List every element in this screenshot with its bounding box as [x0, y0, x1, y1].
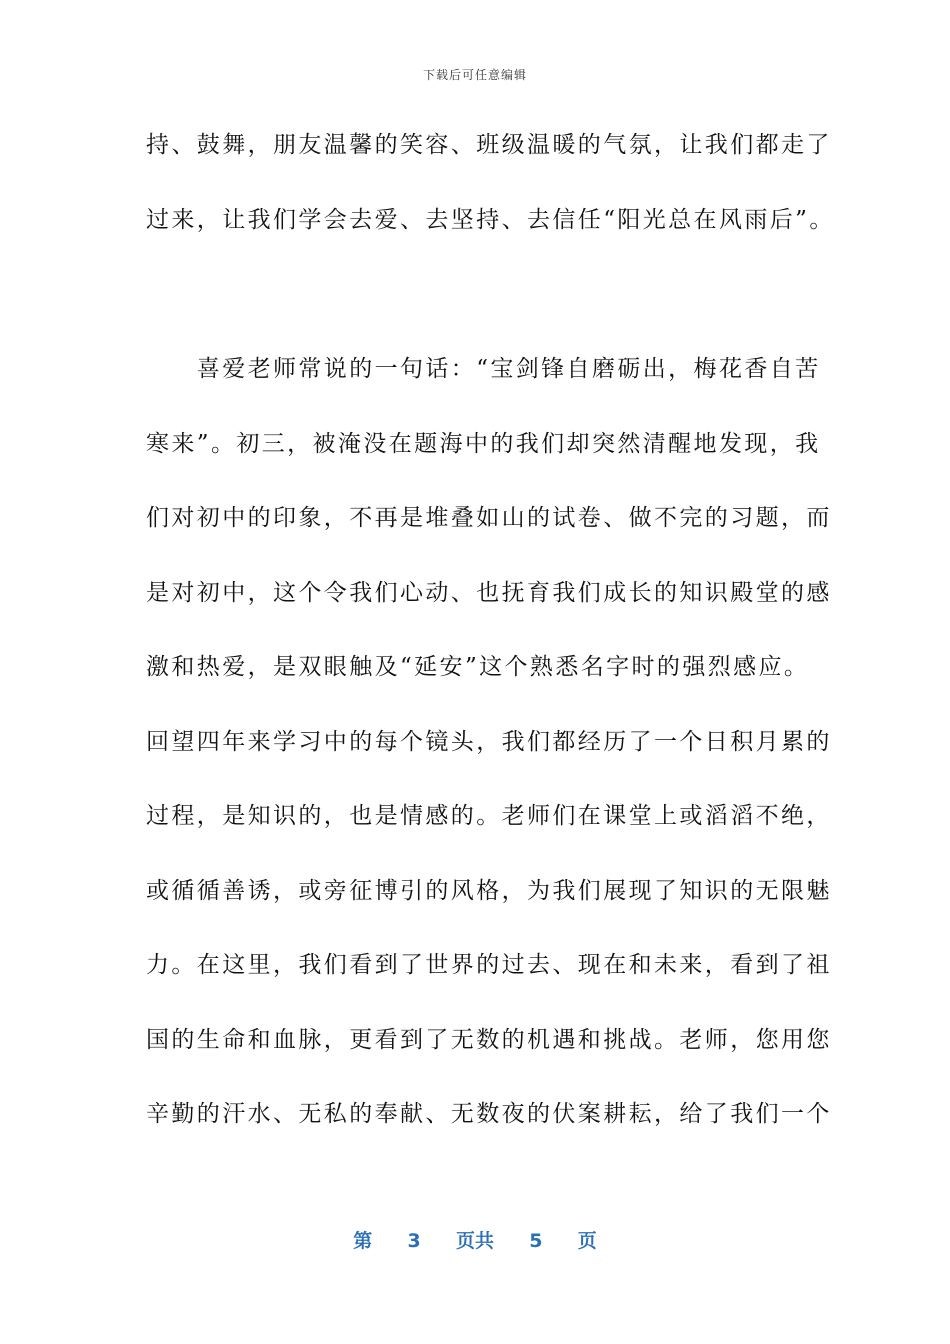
text-line: 激和热爱，是双眼触及“延安”这个熟悉名字时的强烈感应。: [146, 654, 810, 680]
text-line: 国的生命和血脉，更看到了无数的机遇和挑战。老师，您用您: [146, 1027, 832, 1053]
text-line: 力。在这里，我们看到了世界的过去、现在和未来，看到了祖: [146, 952, 832, 978]
page-label-middle: 页共: [455, 1230, 494, 1252]
paragraph-start-line: 喜爱老师常说的一句话：“宝剑锋自磨砺出，梅花香自苦: [146, 356, 821, 382]
current-page-number: 3: [407, 1230, 421, 1252]
text-line: 过来，让我们学会去爱、去坚持、去信任“阳光总在风雨后”。: [146, 207, 835, 233]
text-line: 们对初中的印象，不再是堆叠如山的试卷、做不完的习题，而: [146, 505, 832, 531]
text-line: 回望四年来学习中的每个镜头，我们都经历了一个日积月累的: [146, 729, 832, 755]
page-number-footer: [0, 1226, 950, 1253]
text-line: 是对初中，这个令我们心动、也抚育我们成长的知识殿堂的感: [146, 580, 832, 606]
page-label-suffix: 页: [577, 1230, 597, 1252]
total-page-number: 5: [529, 1230, 543, 1252]
document-header-note: 下载后可任意编辑: [422, 68, 527, 82]
text-line: 寒来”。初三，被淹没在题海中的我们却突然清醒地发现，我: [146, 431, 821, 457]
text-line: 辛勤的汗水、无私的奉献、无数夜的伏案耕耘，给了我们一个: [146, 1101, 832, 1127]
page-label-prefix: 第: [353, 1230, 373, 1252]
text-line: 过程，是知识的，也是情感的。老师们在课堂上或滔滔不绝，: [146, 803, 832, 829]
text-line: 或循循善诱，或旁征博引的风格，为我们展现了知识的无限魅: [146, 878, 832, 904]
text-line: 持、鼓舞，朋友温馨的笑容、班级温暖的气氛，让我们都走了: [146, 132, 832, 158]
